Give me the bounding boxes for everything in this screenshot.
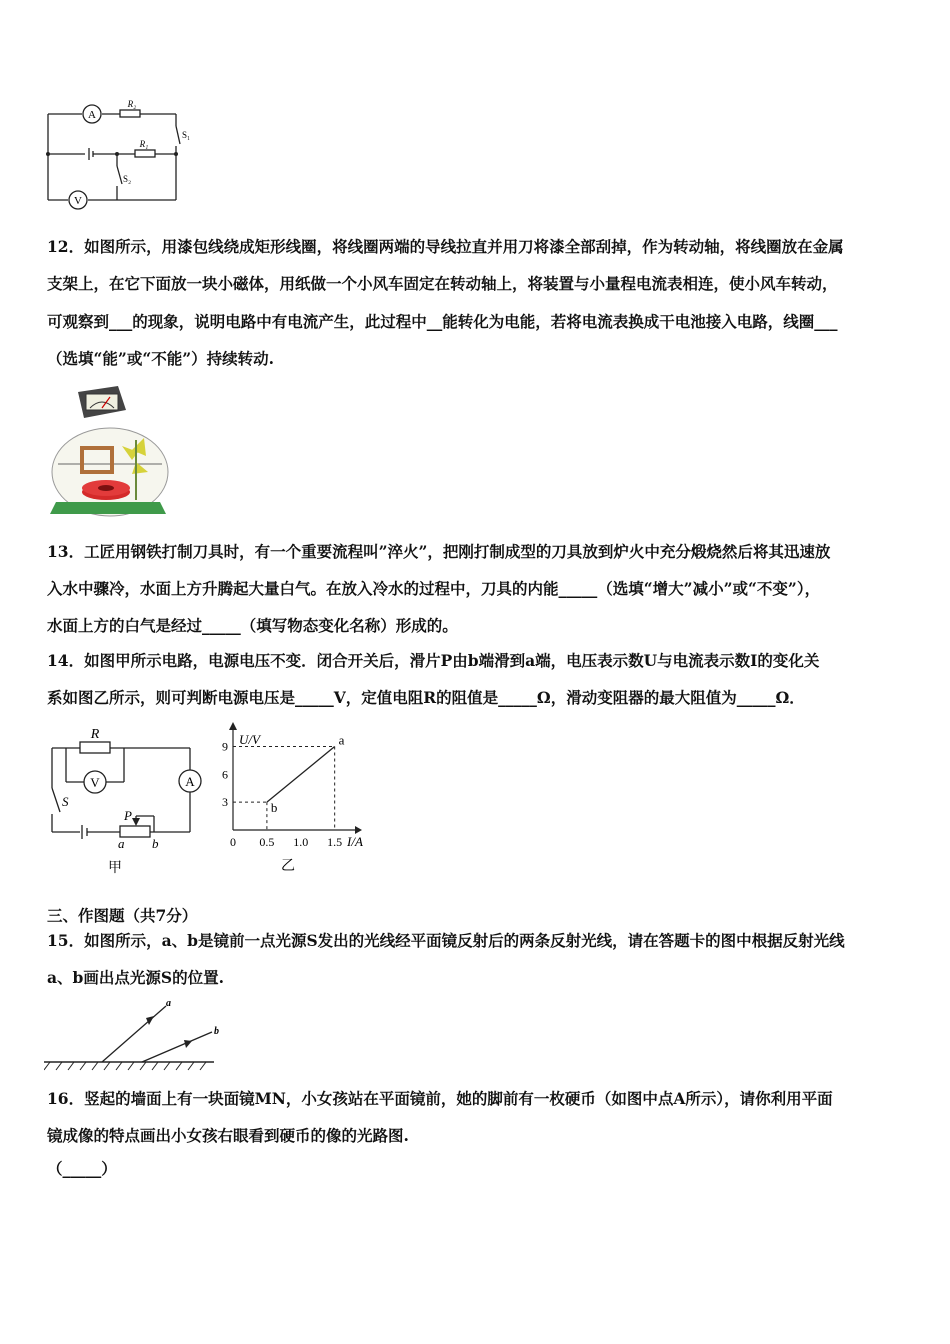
- x-tick-label: 1.5: [327, 835, 343, 849]
- resistor-r-label: R: [90, 727, 100, 742]
- galvanometer-icon: [78, 386, 126, 418]
- point-label-a: a: [338, 732, 345, 748]
- series-line: [267, 747, 335, 803]
- ray-b-label: b: [214, 1026, 219, 1037]
- ray-a: [102, 1006, 166, 1062]
- q12-line-1: 12．如图所示，用漆包线绕成矩形线圈，将线圈两端的导线拉直并用刀将漆全部刮掉，作为转动轴，将线圈放在金属: [47, 237, 844, 256]
- ui-graph: [215, 718, 370, 876]
- q13-line-1: 13．工匠用钢铁打制刀具时，有一个重要流程叫”淬火”，把刚打制成型的刀具放到炉火中充分煅烧然后将其迅速放: [47, 542, 831, 561]
- s2-label: S₂: [123, 174, 132, 184]
- slider-p-label: P: [124, 808, 132, 823]
- ammeter-label: A: [88, 109, 96, 121]
- circuit-figure-jia: [40, 720, 212, 880]
- q16-line-2: 镜成像的特点画出小女孩右眼看到硬币的像的光路图.: [47, 1126, 409, 1145]
- x-axis-label: I/A: [347, 834, 363, 849]
- y-tick-label: 3: [222, 795, 228, 810]
- q12-line-4: （选填“能”或“不能”）持续转动.: [47, 349, 275, 368]
- caption-jia: 甲: [108, 861, 122, 876]
- ray-a-label: a: [166, 998, 171, 1009]
- y-tick-label: 6: [222, 767, 228, 782]
- circuit-figure-q11: [40, 96, 200, 212]
- x-tick-label: 0: [230, 835, 236, 849]
- x-tick-label: 0.5: [259, 835, 275, 849]
- r1-label: R₁: [139, 139, 149, 149]
- switch-s-label: S: [62, 794, 69, 809]
- q13-line-2: 入水中骤冷，水面上方升腾起大量白气。在放入冷水的过程中，刀具的内能_____（选填“增大”减小”或“不变”），: [47, 579, 821, 598]
- q14-line-2: 系如图乙所示，则可判断电源电压是_____V，定值电阻R的阻值是_____Ω，滑动变阻器的最大阻值为_____Ω．: [47, 688, 805, 707]
- coil-motor-apparatus-image: [48, 380, 172, 520]
- s1-label: S₁: [182, 130, 191, 140]
- section-3-title: 三、作图题（共7分）: [47, 906, 198, 925]
- q14-line-1: 14．如图甲所示电路，电源电压不变．闭合开关后，滑片P由b端滑到a端，电压表示数U与电流表示数I的变化关: [47, 651, 820, 670]
- q12-line-3: 可观察到___的现象，说明电路中有电流产生，此过程中__能转化为电能，若将电流表换成干电池接入电路，线圈___: [47, 312, 838, 331]
- point-label-b: b: [270, 800, 278, 816]
- ammeter-label: A: [185, 774, 195, 789]
- q12-line-2: 支架上，在它下面放一块小磁体，用纸做一个小风车固定在转动轴上，将装置与小量程电流表相连，使小风车转动，: [47, 274, 838, 293]
- voltmeter-label: V: [90, 775, 100, 790]
- mirror-rays-figure: [44, 996, 224, 1076]
- x-tick-label: 1.0: [293, 835, 309, 849]
- q16-line-1: 16．竖起的墙面上有一块面镜MN，小女孩站在平面镜前，她的脚前有一枚硬币（如图中点A所示），请你利用平面: [47, 1089, 833, 1108]
- caption-yi: 乙: [281, 859, 295, 874]
- ray-b: [142, 1032, 212, 1062]
- q13-line-3: 水面上方的白气是经过_____（填写物态变化名称）形成的。: [47, 616, 458, 635]
- r2-label: R₂: [127, 99, 137, 109]
- q15-line-1: 15．如图所示，a、b是镜前一点光源S发出的光线经平面镜反射后的两条反射光线，请在答题卡的图中根据反射光线: [47, 931, 845, 950]
- y-axis-label: U/V: [239, 732, 260, 747]
- q16-answer-blank: （_____）: [47, 1159, 117, 1178]
- voltmeter-label: V: [74, 195, 82, 207]
- q15-line-2: a、b画出点光源S的位置.: [47, 968, 224, 987]
- end-b-label: b: [152, 836, 159, 851]
- end-a-label: a: [118, 836, 125, 851]
- y-tick-label: 9: [222, 739, 228, 754]
